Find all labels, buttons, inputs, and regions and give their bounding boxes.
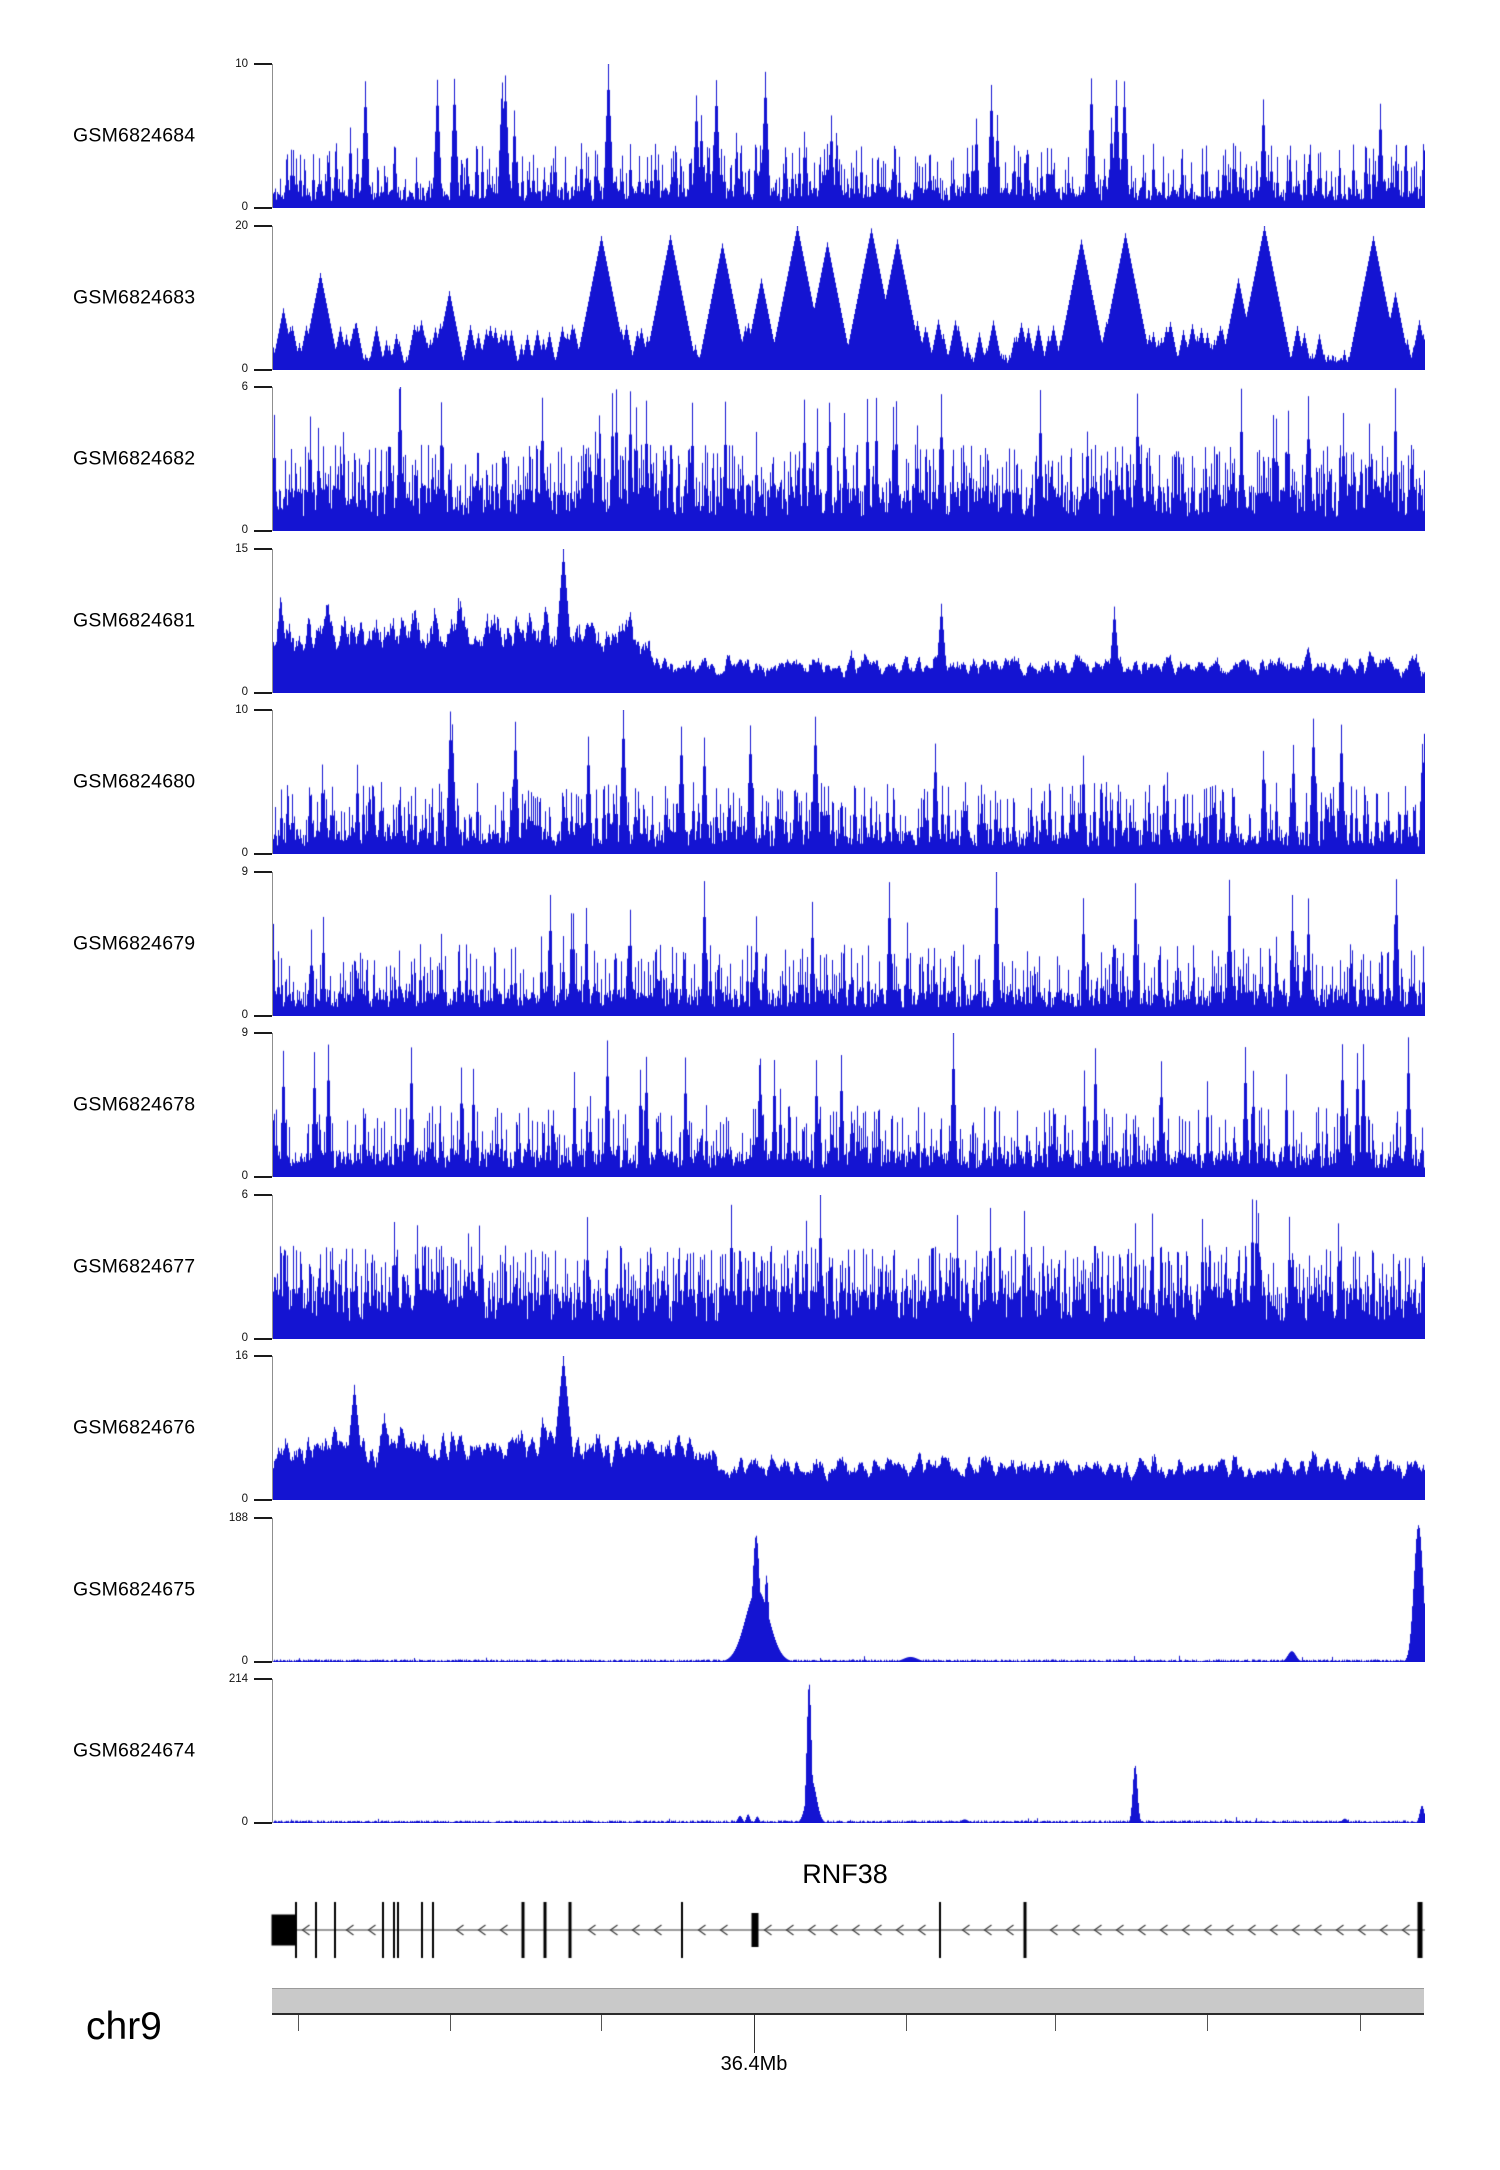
y-axis-top-tick xyxy=(254,225,272,226)
coverage-signal-plot xyxy=(273,1518,1425,1662)
y-axis-bottom-tick xyxy=(254,1338,272,1339)
y-axis-bottom-tick xyxy=(254,1499,272,1500)
signal-track xyxy=(0,866,1500,1021)
track-label: GSM6824684 xyxy=(73,124,196,147)
track-label: GSM6824675 xyxy=(73,1578,196,1601)
y-axis-top-tick xyxy=(254,386,272,387)
track-label: GSM6824682 xyxy=(73,447,196,470)
position-label: 36.4Mb xyxy=(720,2053,788,2075)
chromosome-name-label: chr9 xyxy=(86,2005,162,2048)
signal-track xyxy=(0,704,1500,859)
y-axis-max: 6 xyxy=(241,381,248,393)
ruler-tick-labeled xyxy=(754,2015,755,2053)
track-label: GSM6824679 xyxy=(73,932,196,955)
coverage-signal-plot xyxy=(273,872,1425,1016)
ruler-tick xyxy=(906,2015,907,2031)
gene-name-label: RNF38 xyxy=(802,1859,888,1889)
gene-model-track xyxy=(260,1893,1440,1973)
y-axis-min: 0 xyxy=(241,200,248,213)
coverage-signal-plot xyxy=(273,710,1425,854)
signal-track xyxy=(0,1027,1500,1182)
ruler-tick xyxy=(601,2015,602,2031)
signal-track xyxy=(0,1673,1500,1828)
y-axis-bottom-tick xyxy=(254,207,272,208)
y-axis-bottom-tick xyxy=(254,1661,272,1662)
signal-track xyxy=(0,1512,1500,1667)
coverage-signal-plot xyxy=(273,549,1425,693)
y-axis-min: 0 xyxy=(241,1169,248,1182)
ruler-tick xyxy=(450,2015,451,2031)
track-label: GSM6824677 xyxy=(73,1255,196,1278)
y-axis-top-tick xyxy=(254,63,272,64)
signal-track xyxy=(0,1350,1500,1505)
y-axis-min: 0 xyxy=(241,1492,248,1505)
track-label: GSM6824676 xyxy=(73,1416,196,1439)
y-axis-max: 20 xyxy=(235,220,248,232)
ruler-tick xyxy=(1360,2015,1361,2031)
y-axis-max: 16 xyxy=(235,1350,248,1362)
y-axis-min: 0 xyxy=(241,846,248,859)
signal-track xyxy=(0,58,1500,213)
y-axis-bottom-tick xyxy=(254,530,272,531)
y-axis-top-tick xyxy=(254,1517,272,1518)
y-axis-min: 0 xyxy=(241,362,248,375)
y-axis-max: 10 xyxy=(235,58,248,70)
y-axis-min: 0 xyxy=(241,1008,248,1021)
y-axis-bottom-tick xyxy=(254,1015,272,1016)
track-label: GSM6824680 xyxy=(73,770,196,793)
y-axis-max: 188 xyxy=(228,1512,248,1524)
coverage-signal-plot xyxy=(273,226,1425,370)
signal-track xyxy=(0,220,1500,375)
y-axis-min: 0 xyxy=(241,1331,248,1344)
signal-track xyxy=(0,543,1500,698)
coverage-signal-plot xyxy=(273,1195,1425,1339)
y-axis-top-tick xyxy=(254,548,272,549)
y-axis-bottom-tick xyxy=(254,1822,272,1823)
signal-track xyxy=(0,1189,1500,1344)
coverage-signal-plot xyxy=(273,1033,1425,1177)
y-axis-top-tick xyxy=(254,1678,272,1679)
coverage-signal-plot xyxy=(273,387,1425,531)
y-axis-max: 15 xyxy=(235,543,248,555)
y-axis-bottom-tick xyxy=(254,853,272,854)
coverage-signal-plot xyxy=(273,1679,1425,1823)
y-axis-min: 0 xyxy=(241,1815,248,1828)
track-label: GSM6824683 xyxy=(73,286,196,309)
y-axis-max: 6 xyxy=(241,1189,248,1201)
y-axis-max: 9 xyxy=(241,866,248,878)
track-label: GSM6824681 xyxy=(73,609,196,632)
y-axis-min: 0 xyxy=(241,1654,248,1667)
ruler-tick xyxy=(1207,2015,1208,2031)
y-axis-max: 9 xyxy=(241,1027,248,1039)
track-label: GSM6824678 xyxy=(73,1093,196,1116)
y-axis-top-tick xyxy=(254,709,272,710)
y-axis-top-tick xyxy=(254,1194,272,1195)
ruler-tick xyxy=(298,2015,299,2031)
track-label: GSM6824674 xyxy=(73,1739,196,1762)
y-axis-top-tick xyxy=(254,871,272,872)
y-axis-max: 214 xyxy=(228,1673,248,1685)
y-axis-max: 10 xyxy=(235,704,248,716)
chromosome-bar xyxy=(272,1988,1424,2015)
y-axis-bottom-tick xyxy=(254,692,272,693)
coverage-signal-plot xyxy=(273,64,1425,208)
signal-track xyxy=(0,381,1500,536)
y-axis-top-tick xyxy=(254,1032,272,1033)
y-axis-min: 0 xyxy=(241,685,248,698)
y-axis-bottom-tick xyxy=(254,369,272,370)
ruler-tick xyxy=(1055,2015,1056,2031)
y-axis-bottom-tick xyxy=(254,1176,272,1177)
y-axis-top-tick xyxy=(254,1355,272,1356)
coverage-signal-plot xyxy=(273,1356,1425,1500)
y-axis-min: 0 xyxy=(241,523,248,536)
